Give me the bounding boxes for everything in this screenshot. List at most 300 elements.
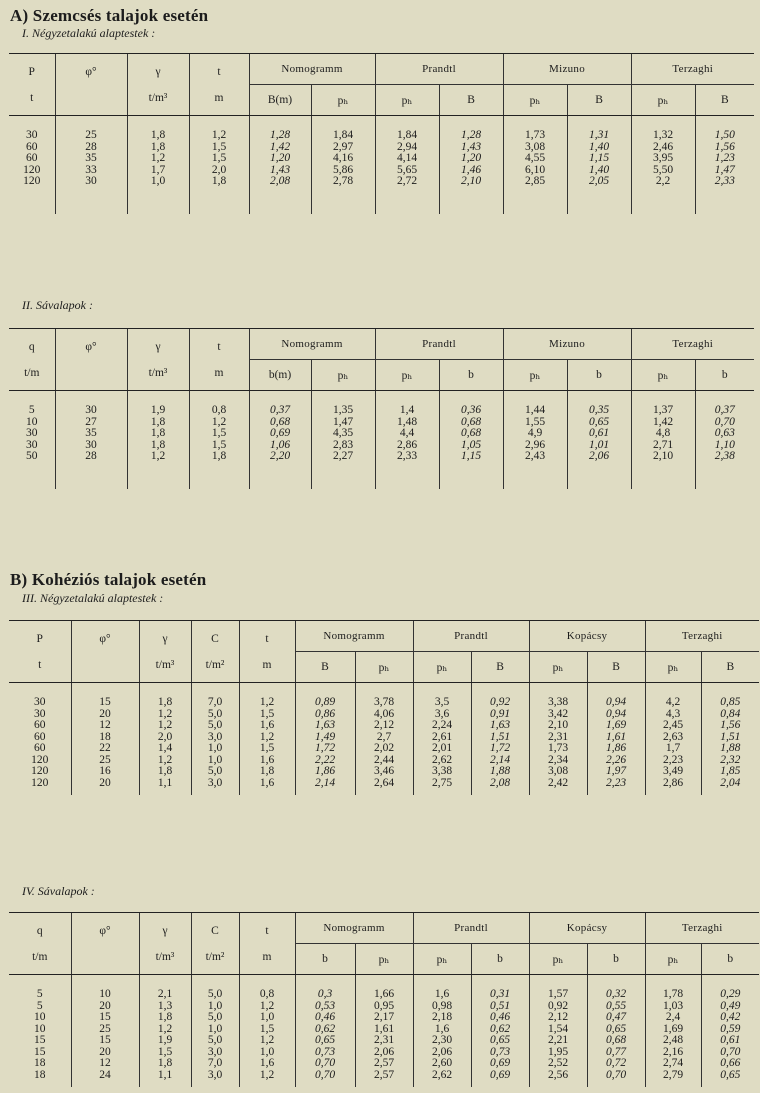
table-cell: 1,1 (139, 1070, 191, 1082)
table-cell: 1,3 (139, 1001, 191, 1013)
table-cell: 5,50 (631, 165, 695, 177)
table-cell: 0,95 (355, 1001, 413, 1013)
table-cell: 2,83 (311, 440, 375, 452)
table-cell: 0,37 (249, 405, 311, 417)
table-cell: 0,46 (471, 1012, 529, 1024)
table-cell: 2,0 (189, 165, 249, 177)
table-cell: 0,37 (695, 405, 754, 417)
table-cell: 0,70 (295, 1070, 355, 1082)
table-cell: 5,65 (375, 165, 439, 177)
table-4-subtitle: IV. Sávalapok : (22, 884, 95, 898)
table-cell: 20 (71, 1047, 139, 1059)
table-cell: 1,6 (413, 989, 471, 1001)
spacer-cell (9, 188, 55, 214)
table-cell: 1,01 (567, 440, 631, 452)
spacer-cell (695, 391, 754, 406)
table-cell: 0,73 (295, 1047, 355, 1059)
table-cell: 2,48 (645, 1035, 701, 1047)
table-cell: 2,08 (471, 778, 529, 790)
table-cell: 1,2 (139, 709, 191, 721)
sub-header: B (701, 652, 759, 683)
col-header-unit: t/m² (205, 950, 225, 963)
table-cell: 1,8 (127, 142, 189, 154)
spacer-cell (503, 116, 567, 131)
table-cell: 18 (34, 1068, 46, 1081)
table-cell: 5,0 (191, 989, 239, 1001)
spacer-cell (701, 789, 759, 795)
table-cell: 12 (71, 720, 139, 732)
table-row (9, 428, 754, 440)
table-cell: 1,47 (695, 165, 754, 177)
spacer-cell (249, 116, 311, 131)
col-header-symbol: q (36, 924, 43, 937)
spacer-cell (55, 463, 127, 489)
table-cell: 4,9 (503, 428, 567, 440)
table-row (9, 1035, 759, 1047)
table-cell: 0,3 (295, 989, 355, 1001)
table-cell: 1,48 (375, 417, 439, 429)
spacer-cell (439, 116, 503, 131)
table-cell: 2,06 (567, 451, 631, 463)
spacer-cell (355, 789, 413, 795)
sub-header: pₕ (503, 85, 567, 116)
table-row (9, 1012, 759, 1024)
table-cell: 1,49 (295, 732, 355, 744)
table-cell: 3,46 (355, 766, 413, 778)
table-cell: 2,10 (439, 176, 503, 188)
table-cell: 3,49 (645, 766, 701, 778)
sub-header: b (701, 944, 759, 975)
sub-header: pₕ (631, 85, 695, 116)
spacer-cell (191, 789, 239, 795)
table-cell: 0,77 (587, 1047, 645, 1059)
table-cell: 2,38 (695, 451, 754, 463)
table-cell: 30 (55, 405, 127, 417)
table-cell: 1,2 (189, 417, 249, 429)
table-cell: 0,92 (529, 1001, 587, 1013)
col-header-unit: t/m (24, 366, 40, 379)
table-cell: 1,42 (249, 142, 311, 154)
spacer-cell (249, 391, 311, 406)
group-header-terzaghi: Terzaghi (631, 329, 754, 360)
table-cell: 2,42 (529, 778, 587, 790)
table-cell: 1,73 (503, 130, 567, 142)
col-header-var (189, 54, 249, 116)
spacer-cell (587, 789, 645, 795)
spacer-cell (701, 975, 759, 990)
spacer-cell (127, 188, 189, 214)
table-cell: 0,61 (567, 428, 631, 440)
spacer-cell (139, 975, 191, 990)
table-cell: 1,86 (587, 743, 645, 755)
table-cell: 2,23 (587, 778, 645, 790)
table-cell: 2,16 (645, 1047, 701, 1059)
table-cell: 1,40 (567, 165, 631, 177)
table-cell: 120 (31, 765, 49, 777)
table-cell: 0,31 (471, 989, 529, 1001)
group-header-nomogramm: Nomogramm (249, 329, 375, 360)
col-header-symbol: q (28, 340, 35, 353)
spacer-cell (55, 391, 127, 406)
table-cell: 0,86 (295, 709, 355, 721)
spacer-cell (471, 789, 529, 795)
table-cell: 1,8 (127, 428, 189, 440)
table-cell: 2,31 (529, 732, 587, 744)
col-header-unit (72, 652, 139, 678)
spacer-cell (529, 1081, 587, 1087)
table-cell: 2,06 (355, 1047, 413, 1059)
spacer-cell (567, 188, 631, 214)
table-cell: 120 (23, 163, 41, 176)
table-cell: 1,0 (191, 1001, 239, 1013)
col-header-symbol: P (36, 632, 43, 645)
table-cell: 2,86 (645, 778, 701, 790)
col-header-unit: m (214, 366, 224, 379)
table-cell: 3,08 (503, 142, 567, 154)
table-cell: 2,94 (375, 142, 439, 154)
table-cell: 2,27 (311, 451, 375, 463)
spacer-cell (645, 789, 701, 795)
table-cell: 2,75 (413, 778, 471, 790)
table-cell: 1,8 (139, 697, 191, 709)
table-cell: 3,0 (191, 1047, 239, 1059)
table-cell: 1,0 (191, 755, 239, 767)
sub-header: B (471, 652, 529, 683)
table-cell: 15 (34, 1045, 46, 1058)
table-cell: 1,0 (239, 1012, 295, 1024)
table-cell: 0,53 (295, 1001, 355, 1013)
table-row (9, 1058, 759, 1070)
table-cell: 12 (71, 1058, 139, 1070)
table-cell: 60 (34, 719, 46, 731)
spacer-cell (471, 683, 529, 698)
col-header-symbol: φ° (85, 340, 97, 353)
table-cell: 30 (55, 176, 127, 188)
table-row (9, 417, 754, 429)
table-cell: 0,32 (587, 989, 645, 1001)
sub-header: B (567, 85, 631, 116)
table-cell: 1,50 (695, 130, 754, 142)
spacer-cell (645, 1081, 701, 1087)
spacer-cell (375, 116, 439, 131)
spacer-cell (189, 188, 249, 214)
sub-header: pₕ (355, 944, 413, 975)
table-cell: 1,2 (189, 130, 249, 142)
table-cell: 1,03 (645, 1001, 701, 1013)
table-cell: 35 (55, 153, 127, 165)
table-cell: 120 (31, 753, 49, 766)
table-cell: 0,70 (295, 1058, 355, 1070)
table-cell: 1,61 (587, 732, 645, 744)
table-cell: 2,63 (645, 732, 701, 744)
table-cell: 60 (34, 730, 46, 743)
table-cell: 1,5 (139, 1047, 191, 1059)
table-cell: 1,1 (139, 778, 191, 790)
table-cell: 1,5 (189, 440, 249, 452)
table-cell: 2,06 (413, 1047, 471, 1059)
spacer-cell (9, 116, 55, 131)
group-header-nomogramm: Nomogramm (295, 621, 413, 652)
table-row (9, 405, 754, 417)
table-cell: 1,78 (645, 989, 701, 1001)
table-cell: 0,68 (439, 428, 503, 440)
table-cell: 1,5 (189, 142, 249, 154)
table-cell: 1,31 (567, 130, 631, 142)
table-cell: 5 (36, 999, 43, 1012)
table-cell: 2,33 (695, 176, 754, 188)
table-cell: 20 (71, 778, 139, 790)
spacer-cell (529, 975, 587, 990)
spacer-cell (375, 391, 439, 406)
table-cell: 1,6 (239, 778, 295, 790)
table-cell: 2,17 (355, 1012, 413, 1024)
table-cell: 2,57 (355, 1058, 413, 1070)
table-cell: 1,2 (239, 1070, 295, 1082)
table-cell: 0,29 (701, 989, 759, 1001)
table-cell: 0,73 (471, 1047, 529, 1059)
table-cell: 60 (26, 140, 38, 153)
table-cell: 1,23 (695, 153, 754, 165)
table-cell: 1,9 (139, 1035, 191, 1047)
sub-header: pₕ (645, 944, 701, 975)
table-cell: 1,8 (139, 1012, 191, 1024)
table-cell: 2,04 (701, 778, 759, 790)
group-header-kopácsy: Kopácsy (529, 621, 645, 652)
table-cell: 2,78 (311, 176, 375, 188)
col-header-var (139, 913, 191, 975)
sub-header: pₕ (631, 360, 695, 391)
table-cell: 2,52 (529, 1058, 587, 1070)
table-cell: 4,14 (375, 153, 439, 165)
table-cell: 5 (36, 988, 43, 1000)
table-cell: 3,38 (413, 766, 471, 778)
spacer-cell (631, 391, 695, 406)
table-cell: 3,0 (191, 732, 239, 744)
spacer-cell (189, 116, 249, 131)
table-cell: 3,08 (529, 766, 587, 778)
table-cell: 0,89 (295, 697, 355, 709)
table-cell: 1,20 (249, 153, 311, 165)
table-cell: 0,70 (587, 1070, 645, 1082)
table-cell: 0,49 (701, 1001, 759, 1013)
table-cell: 28 (55, 451, 127, 463)
spacer-cell (567, 391, 631, 406)
spacer-cell (9, 463, 55, 489)
col-header-symbol: C (211, 632, 219, 645)
table-row (9, 697, 759, 709)
table-cell: 4,8 (631, 428, 695, 440)
table-cell: 1,51 (701, 732, 759, 744)
spacer-cell (439, 463, 503, 489)
table-cell: 1,8 (189, 176, 249, 188)
group-header-mizuno: Mizuno (503, 54, 631, 85)
spacer-cell (311, 188, 375, 214)
spacer-cell (503, 188, 567, 214)
table-cell: 2,10 (529, 720, 587, 732)
table-cell: 16 (71, 766, 139, 778)
spacer-cell (701, 683, 759, 698)
table-cell: 2,12 (529, 1012, 587, 1024)
table-cell: 2,62 (413, 1070, 471, 1082)
sub-header: b (439, 360, 503, 391)
table-cell: 30 (34, 696, 46, 708)
table-cell: 1,55 (503, 417, 567, 429)
table-cell: 1,72 (471, 743, 529, 755)
table-cell: 2,14 (295, 778, 355, 790)
table-cell: 2,97 (311, 142, 375, 154)
spacer-cell (295, 683, 355, 698)
table-cell: 2,2 (631, 176, 695, 188)
table-cell: 0,59 (701, 1024, 759, 1036)
spacer-cell (9, 683, 71, 698)
table-cell: 0,68 (587, 1035, 645, 1047)
spacer-cell (191, 1081, 239, 1087)
table-cell: 1,47 (311, 417, 375, 429)
table-cell: 25 (71, 1024, 139, 1036)
sub-header: b (567, 360, 631, 391)
col-header-unit (56, 360, 127, 386)
spacer-cell (695, 116, 754, 131)
col-header-var (71, 913, 139, 975)
sub-header: pₕ (311, 85, 375, 116)
col-header-unit: t/m³ (155, 658, 175, 671)
table-cell: 2,43 (503, 451, 567, 463)
group-header-terzaghi: Terzaghi (631, 54, 754, 85)
spacer-cell (127, 391, 189, 406)
spacer-cell (189, 391, 249, 406)
table-cell: 3,42 (529, 709, 587, 721)
sub-header: B (695, 85, 754, 116)
table-cell: 1,06 (249, 440, 311, 452)
table-cell: 1,40 (567, 142, 631, 154)
table-cell: 2,57 (355, 1070, 413, 1082)
section-a-title: A) Szemcsés talajok esetén (10, 6, 209, 25)
spacer-cell (55, 116, 127, 131)
table-cell: 4,55 (503, 153, 567, 165)
table-cell: 2,23 (645, 755, 701, 767)
table-cell: 1,8 (127, 417, 189, 429)
spacer-cell (631, 463, 695, 489)
table-cell: 120 (31, 776, 49, 789)
table-cell: 1,69 (645, 1024, 701, 1036)
table-cell: 1,63 (471, 720, 529, 732)
table-cell: 1,0 (239, 1047, 295, 1059)
spacer-cell (375, 188, 439, 214)
spacer-cell (71, 1081, 139, 1087)
table-cell: 0,42 (701, 1012, 759, 1024)
table-cell: 1,0 (191, 1024, 239, 1036)
sub-header: pₕ (311, 360, 375, 391)
spacer-cell (55, 188, 127, 214)
spacer-cell (127, 463, 189, 489)
table-row (9, 440, 754, 452)
table-cell: 33 (55, 165, 127, 177)
table-cell: 1,66 (355, 989, 413, 1001)
sub-header: b (471, 944, 529, 975)
table-cell: 3,0 (191, 1070, 239, 1082)
table-cell: 15 (71, 1035, 139, 1047)
table-cell: 30 (26, 129, 38, 141)
table-cell: 35 (55, 428, 127, 440)
table-cell: 7,0 (191, 1058, 239, 1070)
table-cell: 1,2 (139, 755, 191, 767)
table-cell: 1,69 (587, 720, 645, 732)
spacer-cell (191, 683, 239, 698)
table-cell: 1,4 (139, 743, 191, 755)
table-cell: 2,31 (355, 1035, 413, 1047)
spacer-cell (471, 975, 529, 990)
spacer-cell (239, 683, 295, 698)
table-cell: 2,0 (139, 732, 191, 744)
col-header-unit: m (262, 658, 272, 671)
table-cell: 1,05 (439, 440, 503, 452)
sub-header: pₕ (375, 85, 439, 116)
spacer-cell (9, 789, 71, 795)
table-cell: 5,0 (191, 720, 239, 732)
sub-header: pₕ (503, 360, 567, 391)
table-cell: 20 (71, 709, 139, 721)
table-cell: 4,16 (311, 153, 375, 165)
table-3-subtitle: III. Négyzetalakú alaptestek : (22, 591, 164, 605)
table-cell: 2,10 (631, 451, 695, 463)
col-header-symbol: t (217, 65, 221, 78)
table-cell: 1,44 (503, 405, 567, 417)
spacer-cell (701, 1081, 759, 1087)
spacer-cell (529, 789, 587, 795)
table-cell: 1,0 (127, 176, 189, 188)
table-cell: 2,30 (413, 1035, 471, 1047)
table-cell: 2,45 (645, 720, 701, 732)
table-cell: 2,64 (355, 778, 413, 790)
table-cell: 1,88 (471, 766, 529, 778)
col-header-symbol: t (265, 924, 269, 937)
table-cell: 1,2 (239, 732, 295, 744)
table-cell: 1,8 (139, 1058, 191, 1070)
table-cell: 3,0 (191, 778, 239, 790)
sub-header: B (587, 652, 645, 683)
table-cell: 7,0 (191, 697, 239, 709)
spacer-cell (695, 188, 754, 214)
table-cell: 0,69 (471, 1070, 529, 1082)
table-cell: 1,0 (191, 743, 239, 755)
table-cell: 2,08 (249, 176, 311, 188)
spacer-cell (439, 391, 503, 406)
col-header-var (71, 621, 139, 683)
col-header-symbol: φ° (99, 632, 111, 645)
table-cell: 2,62 (413, 755, 471, 767)
table-cell: 1,5 (189, 428, 249, 440)
table-strip-footings-cohesive (9, 912, 759, 1087)
group-header-nomogramm: Nomogramm (295, 913, 413, 944)
col-header-unit: t/m³ (155, 950, 175, 963)
table-cell: 2,33 (375, 451, 439, 463)
table-cell: 15 (71, 1012, 139, 1024)
spacer-cell (567, 116, 631, 131)
spacer-cell (71, 683, 139, 698)
table-cell: 22 (71, 743, 139, 755)
col-header-var (239, 913, 295, 975)
spacer-cell (631, 116, 695, 131)
group-header-prandtl: Prandtl (413, 621, 529, 652)
spacer-cell (71, 789, 139, 795)
table-cell: 0,65 (471, 1035, 529, 1047)
table-cell: 50 (26, 450, 38, 462)
table-cell: 1,86 (295, 766, 355, 778)
table-cell: 10 (34, 1011, 46, 1023)
section-b-title: B) Kohéziós talajok esetén (10, 570, 207, 589)
table-cell: 1,72 (295, 743, 355, 755)
col-header-symbol: φ° (85, 65, 97, 78)
